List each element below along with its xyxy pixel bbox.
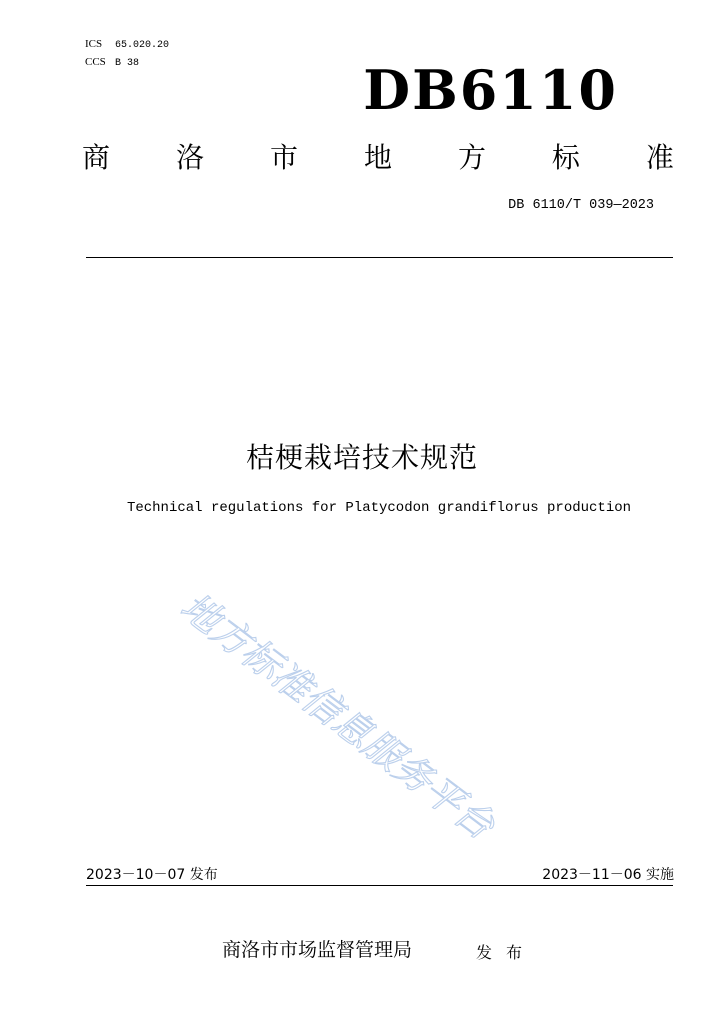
standard-type-char: 地	[363, 141, 392, 174]
standard-type-heading	[82, 138, 674, 178]
ics-row	[85, 36, 169, 54]
watermark-text: 地方标准信息服务平台	[172, 584, 503, 848]
standard-type-char: 准	[645, 141, 674, 174]
standard-code-logo: DB6110	[363, 58, 618, 122]
ccs-value: B 38	[115, 58, 140, 69]
ics-value: 65.020.20	[115, 40, 170, 51]
issue-label: 发布	[476, 943, 537, 962]
title-chinese: 桔梗栽培技术规范	[245, 441, 478, 474]
standard-type-char: 商	[82, 141, 111, 174]
issuing-authority: 商洛市市场监督管理局	[222, 939, 413, 961]
standard-type-char: 标	[551, 141, 580, 174]
publish-date: 2023－10－07 发布	[86, 867, 218, 883]
classification-block	[85, 36, 169, 72]
effective-date: 2023－11－06 实施	[542, 867, 674, 883]
standard-type-char: 洛	[175, 141, 204, 174]
standard-number: DB 6110/T 039—2023	[508, 198, 654, 213]
ccs-row	[85, 54, 169, 72]
standard-type-char: 方	[457, 141, 486, 174]
title-english: Technical regulations for Platycodon grandiflorus production	[126, 500, 632, 516]
top-divider	[86, 257, 673, 258]
bottom-divider	[86, 885, 673, 886]
watermark-graphic	[172, 584, 610, 876]
standard-type-char: 市	[269, 141, 298, 174]
ics-label: ICS	[85, 38, 103, 50]
ccs-label: CCS	[85, 56, 106, 68]
